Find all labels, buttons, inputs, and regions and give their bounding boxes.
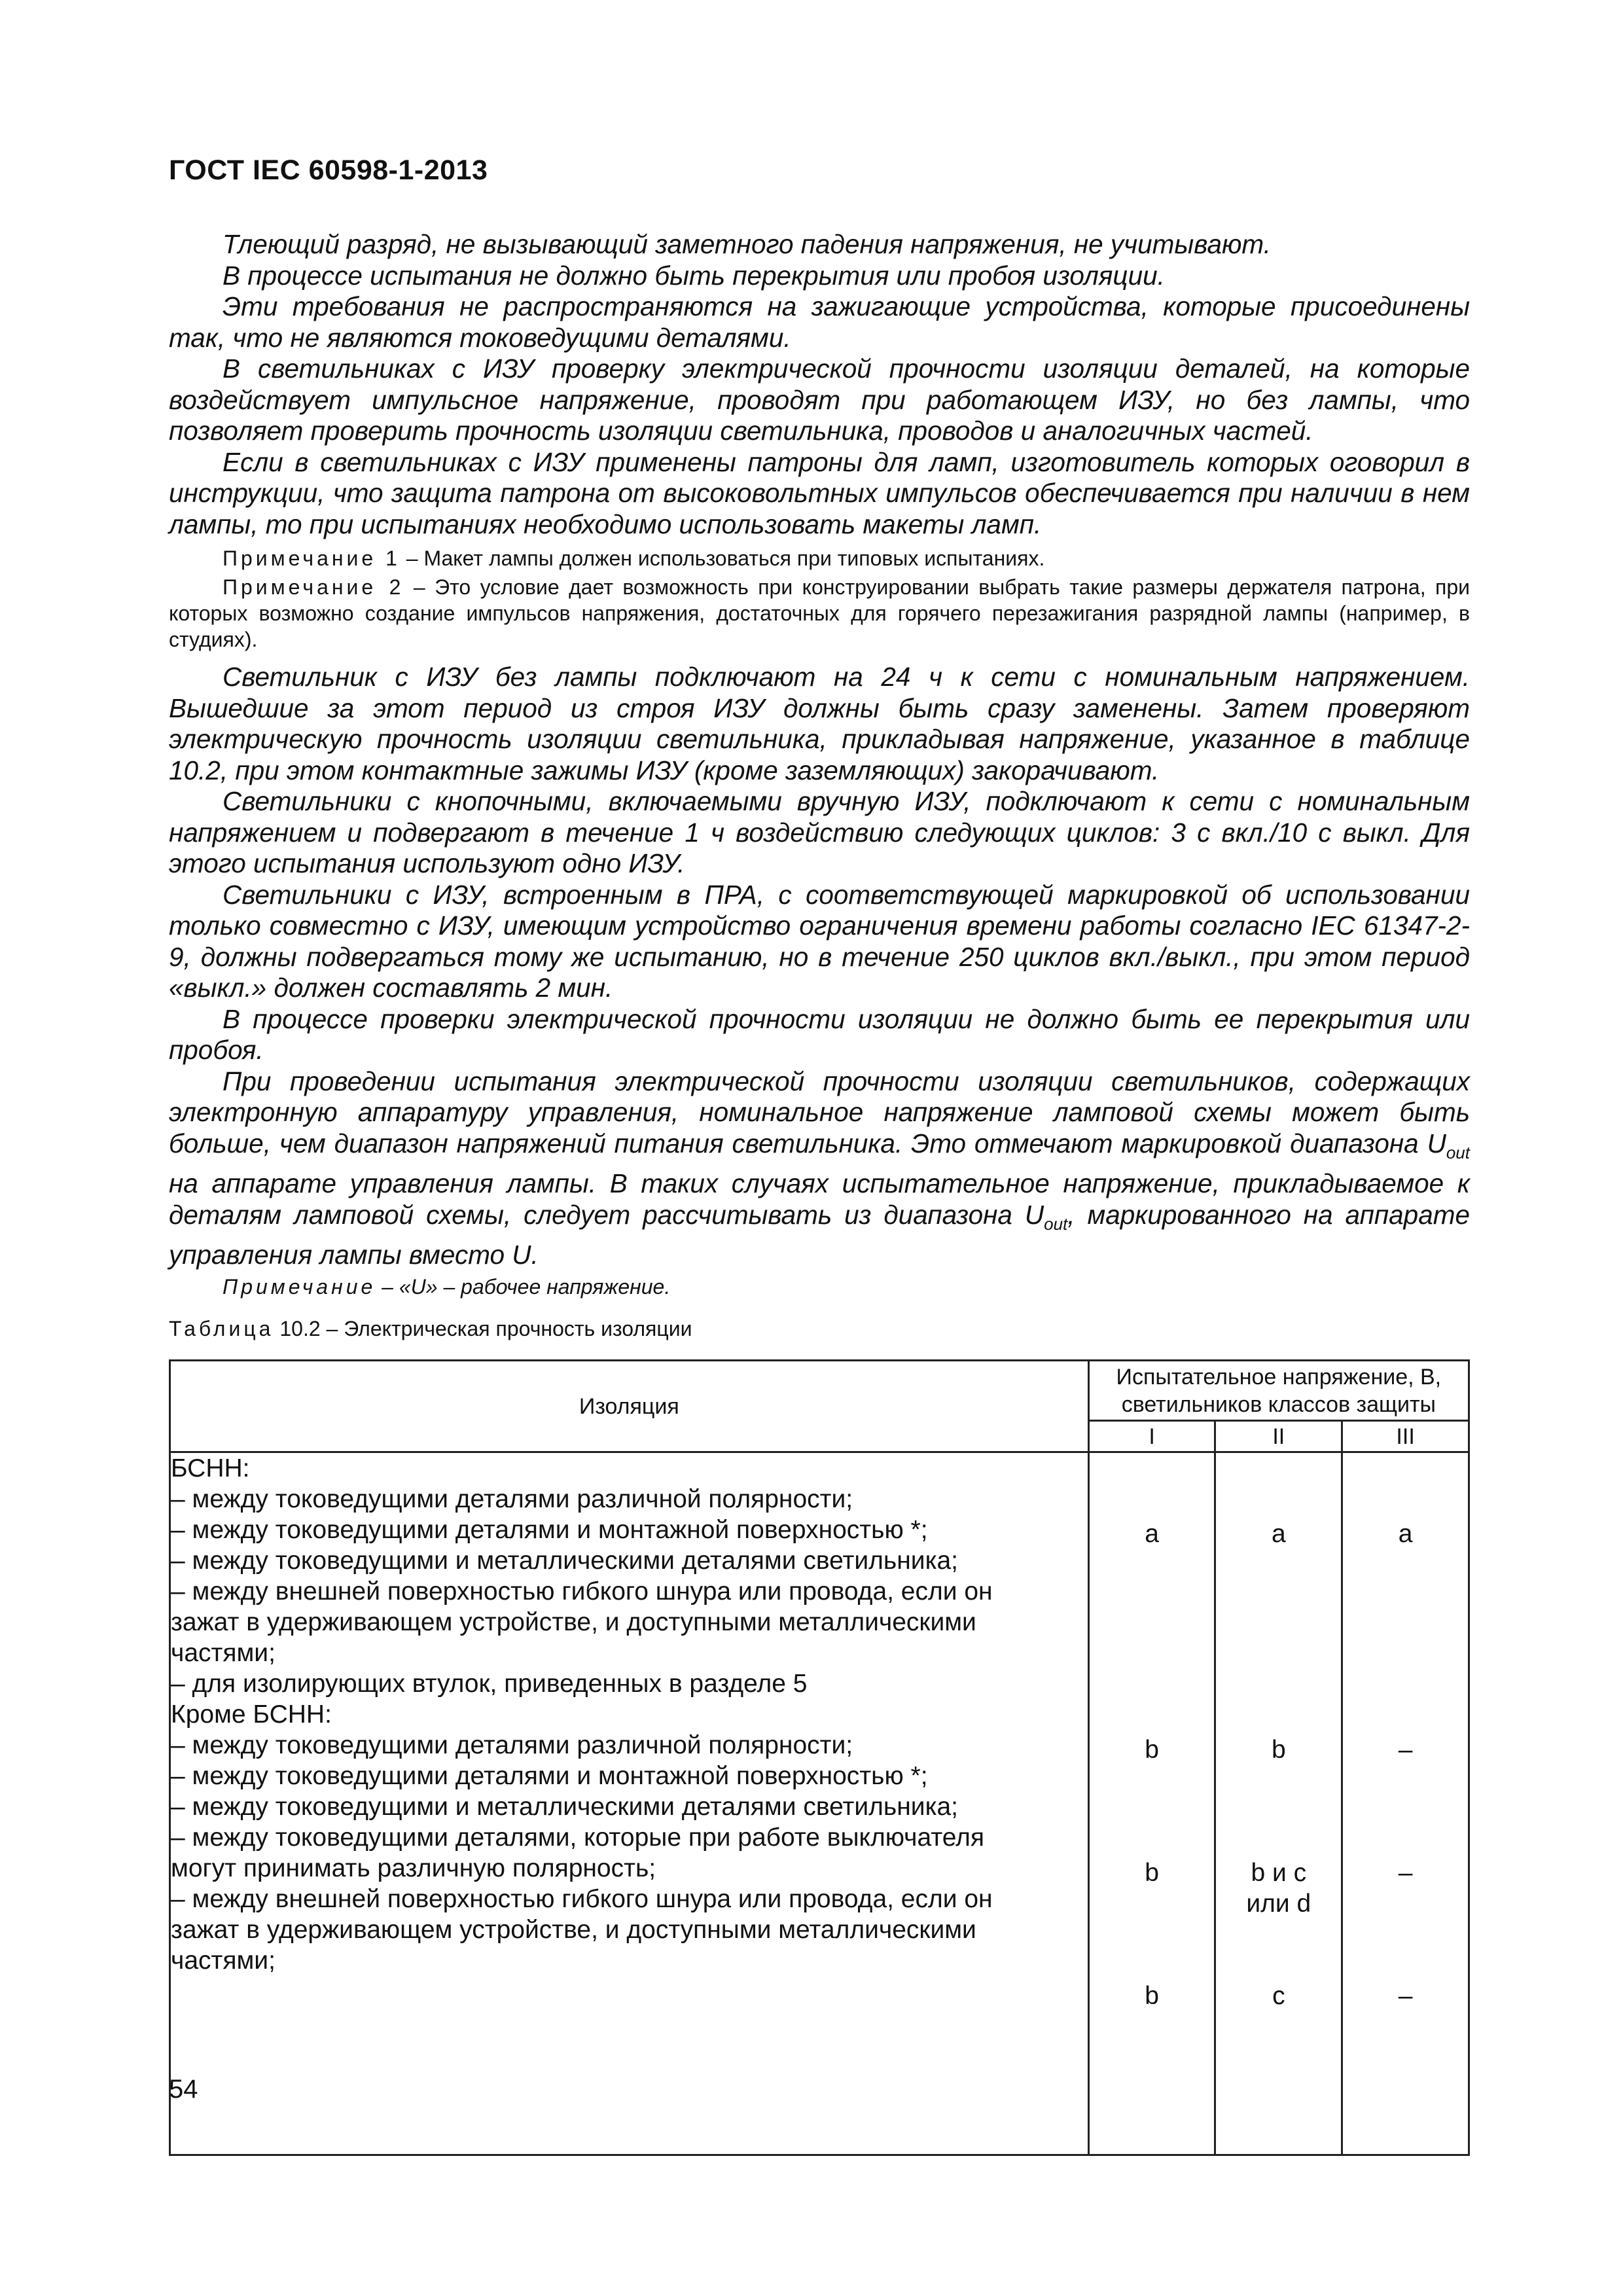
note-2 [169,574,1470,653]
value: – [1398,1982,1413,2010]
subscript: out [1044,1213,1068,1234]
row-line: – для изолирующих втулок, приведенных в разделе 5 [171,1670,808,1698]
value-cell-class-3 [1342,1452,1469,2155]
row-line: зажат в удерживающем устройстве, и доступными металлическими [171,1608,976,1636]
note-3 [169,1274,1470,1300]
note-label: Примечание [223,1274,376,1299]
row-line: Кроме БСНН: [171,1700,332,1729]
note-label: Примечание 1 [223,547,401,570]
row-line: – между токоведущими деталями, которые при работе выключателя [171,1823,985,1852]
note-text: – Макет лампы должен использоваться при типовых испытаниях. [400,547,1045,570]
caption-label: Таблица [169,1317,274,1340]
paragraph-part: При проведении испытания электрической прочности изоляции светильников, содержащих электронную аппаратуру управления, номинальное напряжение ламповой схемы может быть больше, чем диапазон напряжений питания светильника. Это отмечают маркировкой диапазона U [169,1066,1470,1158]
value: a [1145,1520,1159,1548]
value-cell-class-1 [1088,1452,1215,2155]
row-line: – между токоведущими деталями и монтажной поверхностью *; [171,1762,928,1790]
paragraph: Светильники с кнопочными, включаемыми вручную ИЗУ, подключают к сети с номинальным напряжением и подвергают в течение 1 ч воздействию следующих циклов: 3 с вкл./10 с выкл. Для этого испытания используют одно ИЗУ. [169,786,1470,878]
document-header: ГОСТ IEC 60598-1-2013 [169,154,488,186]
paragraph: Светильники с ИЗУ, встроенным в ПРА, с соответствующей маркировкой об использовании только совместно с ИЗУ, имеющим устройство ограничения времени работы согласно IEC 61347-2-9, должны подвергаться тому же испытанию, но в течение 250 циклов вкл./выкл., при этом период «выкл.» должен составлять 2 мин. [169,879,1470,1003]
column-header-insulation: Изоляция [170,1361,1089,1452]
row-line: – между токоведущими и металлическими деталями светильника; [171,1547,959,1575]
note-text: – «U» – рабочее напряжение. [376,1274,671,1299]
column-header-voltage: Испытательное напряжение, В, светильников классов защиты [1088,1361,1469,1421]
paragraph: В светильниках с ИЗУ проверку электрической прочности изоляции деталей, на которые воздействует импульсное напряжение, проводят при работающем ИЗУ, но без лампы, что позволяет проверить прочность изоляции светильника, проводов и аналогичных частей. [169,353,1470,446]
paragraph-part: на аппарате управления лампы. В таких случаях испытательное напряжение, прикладываемое к деталям ламповой схемы, следует рассчитывать из диапазона U [169,1168,1470,1230]
value: – [1398,1859,1413,1887]
paragraph: Если в светильниках с ИЗУ применены патроны для ламп, изготовитель которых оговорил в инструкции, что защита патрона от высоковольтных импульсов обеспечивается при наличии в нем лампы, то при испытаниях необходимо использовать макеты ламп. [169,446,1470,539]
insulation-cell [170,1452,1089,2155]
page-number: 54 [169,2075,198,2104]
value: b [1271,1736,1286,1764]
value: или d [1246,1890,1311,1918]
value-cell-class-2 [1215,1452,1342,2155]
body-text [169,229,1470,1300]
paragraph: В процессе испытания не должно быть перекрытия или пробоя изоляции. [223,260,1165,291]
row-line: – между токоведущими деталями различной полярности; [171,1731,853,1759]
paragraph: Светильник с ИЗУ без лампы подключают на 24 ч к сети с номинальным напряжением. Вышедшие за этот период из строя ИЗУ должны быть сразу заменены. Затем проверяют электрическую прочность изоляции светильника, прикладывая напряжение, указанное в таблице 10.2, при этом контактные зажимы ИЗУ (кроме заземляющих) закорачивают. [169,662,1470,785]
class-header: III [1342,1421,1469,1452]
value: b и с [1251,1859,1307,1887]
row-line: – между внешней поверхностью гибкого шнура или провода, если он [171,1885,993,1913]
value: c [1272,1982,1285,2010]
row-line: частями; [171,1946,276,1975]
paragraph: В процессе проверки электрической прочности изоляции не должно быть ее перекрытия или пробоя. [169,1003,1470,1065]
paragraph [169,1066,1470,1271]
paragraph: Эти требования не распространяются на зажигающие устройства, которые присоединены так, что не являются токоведущими деталями. [169,291,1470,353]
value: b [1145,1736,1159,1764]
row-line: – между токоведущими деталями и монтажной поверхностью *; [171,1516,928,1544]
row-line: БСНН: [171,1454,250,1482]
row-line: – между токоведущими деталями различной полярности; [171,1485,853,1513]
table-row [170,1452,1469,2155]
paragraph: Тлеющий разряд, не вызывающий заметного падения напряжения, не учитывают. [223,229,1271,259]
row-line: могут принимать различную полярность; [171,1854,656,1882]
value: a [1398,1520,1413,1548]
value: b [1145,1982,1159,2010]
paragraph-part: , маркированного на аппарате управления лампы вместо U. [169,1199,1470,1270]
row-line: зажат в удерживающем устройстве, и доступными металлическими [171,1916,976,1944]
subscript: out [1446,1142,1470,1162]
note-1 [169,545,1470,571]
value: a [1271,1520,1286,1548]
class-header: I [1088,1421,1215,1452]
table-caption [169,1317,692,1341]
note-text: – Это условие дает возможность при конструировании выбрать такие размеры держателя патрона, при которых возможно создание импульсов напряжения, достаточных для горячего перезажигания разрядной лампы (например, в студиях). [169,575,1471,651]
caption-text: 10.2 – Электрическая прочность изоляции [274,1317,692,1340]
row-line: – между токоведущими и металлическими деталями светильника; [171,1793,959,1821]
note-label: Примечание 2 [223,575,404,599]
value: – [1398,1736,1413,1764]
row-line: – между внешней поверхностью гибкого шнура или провода, если он [171,1577,993,1605]
row-line: частями; [171,1639,276,1667]
insulation-table [169,1359,1470,2156]
class-header: II [1215,1421,1342,1452]
value: b [1145,1859,1159,1887]
